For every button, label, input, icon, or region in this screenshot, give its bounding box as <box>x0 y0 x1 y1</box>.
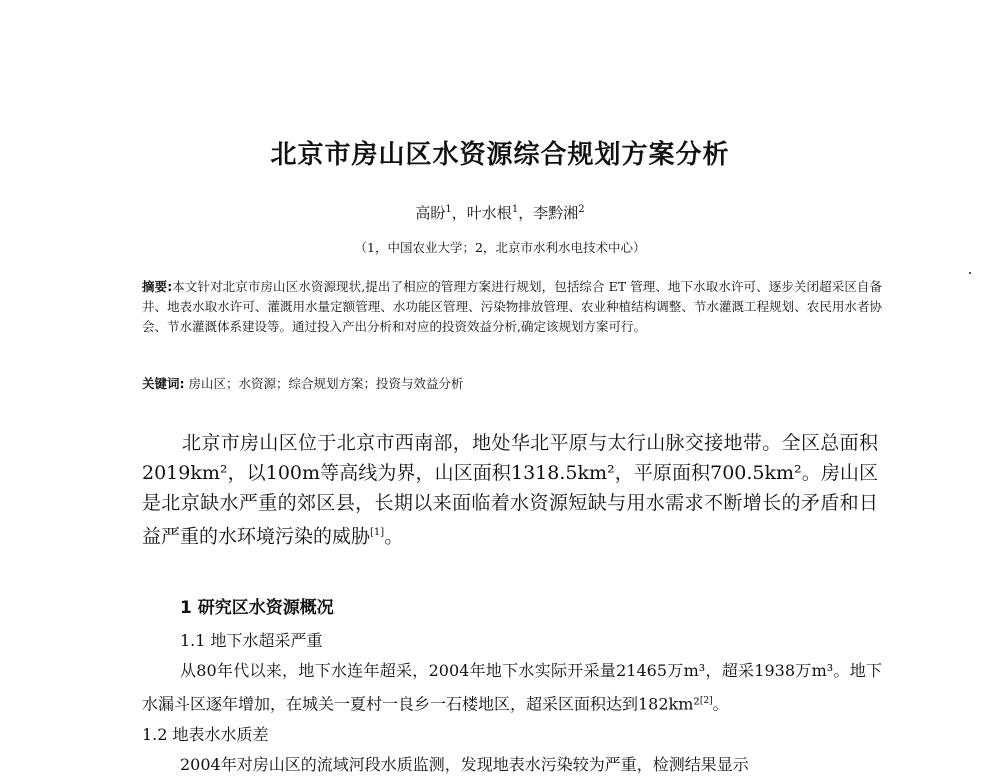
author-name: 叶水根 <box>466 204 512 222</box>
intro-end: 。 <box>384 525 404 548</box>
paper-title: 北京市房山区水资源综合规划方案分析 <box>270 140 730 170</box>
paragraph-end: 。 <box>712 694 729 714</box>
intro-paragraph <box>142 428 878 551</box>
section-heading: 1 研究区水资源概况 <box>180 598 334 618</box>
keywords-text: 房山区；水资源；综合规划方案；投资与效益分析 <box>188 376 464 391</box>
author-affil-mark: 1 <box>445 204 452 215</box>
scan-speck <box>969 272 971 274</box>
intro-text: 北京市房山区位于北京市西南部，地处华北平原与太行山脉交接地带。全区总面积2019km²，以100m等高线为界，山区面积1318.5km²，平原面积700.5km²。房山区是北京缺水严重的郊区县，长期以来面临着水资源短缺与用水需求不断增长的矛盾和日益严重的水环境污染的威胁 <box>142 432 878 548</box>
citation-link[interactable]: [2] <box>699 696 713 706</box>
author-separator: ， <box>451 204 467 222</box>
abstract-block <box>142 277 882 337</box>
abstract-text: 本文针对北京市房山区水资源现状,提出了相应的管理方案进行规划，包括综合 ET 管理、地下水取水许可、逐步关闭超采区自备井、地表水取水许可、灌溉用水量定额管理、水功能区管理、污染物排放管理、农业种植结构调整、节水灌溉工程规划、农民用水者协会、节水灌溉体系建设等。通过投入产出分析和对应的投资效益分析,确定该规划方案可行。 <box>142 279 883 334</box>
author-name: 高盼 <box>415 204 446 222</box>
affiliation-line: （1，中国农业大学；2，北京市水利水电技术中心） <box>354 240 646 255</box>
author-affil-mark: 1 <box>511 204 519 215</box>
author-line <box>0 202 1000 223</box>
author-affil-mark: 2 <box>578 204 585 215</box>
author-name: 李黔湘 <box>533 204 579 222</box>
paragraph-text: 从80年代以来，地下水连年超采，2004年地下水实际开采量21465万m³，超采1938万m³。地下水漏斗区逐年增加，在城关一夏村一良乡一石楼地区，超采区面积达到182km² <box>142 661 882 714</box>
author-separator: ， <box>518 204 534 222</box>
body-paragraph <box>142 656 882 719</box>
subsection-heading: 1.2 地表水水质差 <box>142 725 269 744</box>
subsection-heading: 1.1 地下水超采严重 <box>180 631 323 650</box>
citation-link[interactable]: [1] <box>370 527 385 538</box>
keywords-block <box>142 374 882 392</box>
keywords-label: 关键词: <box>142 376 185 391</box>
body-paragraph: 2004年对房山区的流域河段水质监测，发现地表水污染较为严重，检测结果显示 <box>180 755 749 774</box>
abstract-label: 摘要: <box>142 279 173 294</box>
